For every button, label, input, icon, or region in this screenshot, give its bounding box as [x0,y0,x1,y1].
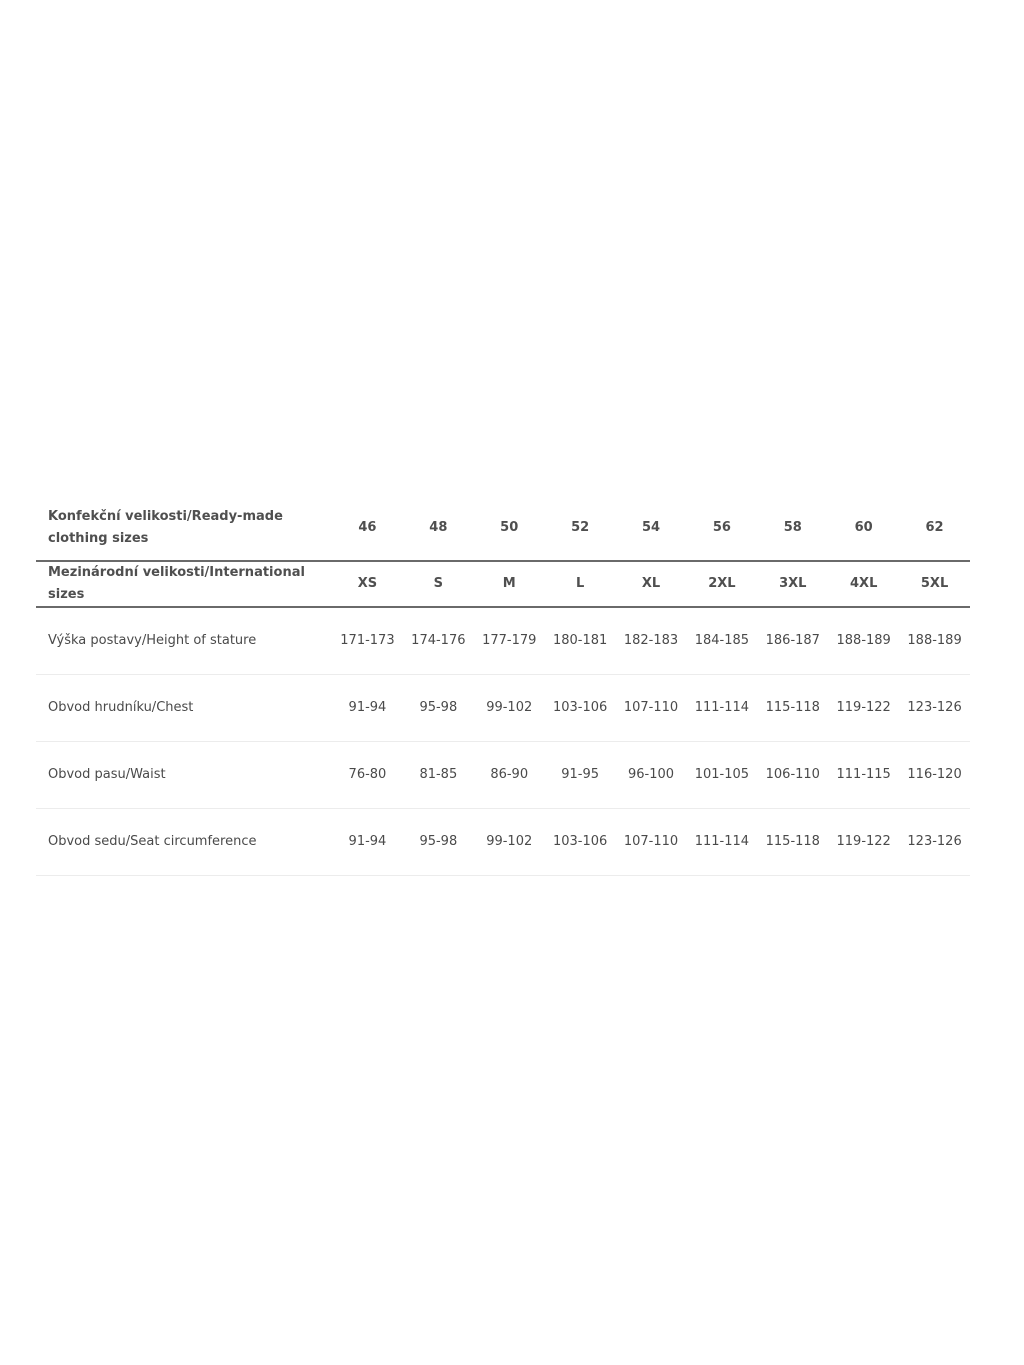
table-cell: 184-185 [686,607,757,675]
table-cell: 4XL [828,561,899,607]
table-cell: S [403,561,474,607]
table-cell: 115-118 [757,675,828,742]
table-cell: 99-102 [474,675,545,742]
row-label: Obvod pasu/Waist [36,742,332,809]
table-cell: 111-115 [828,742,899,809]
table-cell: 123-126 [899,675,970,742]
table-cell: 58 [757,496,828,561]
table-cell: 107-110 [616,809,687,876]
size-chart-table [36,496,970,876]
table-cell: 91-95 [545,742,616,809]
table-cell: 111-114 [686,809,757,876]
row-label: Mezinárodní velikosti/International sizes [36,561,332,607]
table-cell: 3XL [757,561,828,607]
table-cell: 171-173 [332,607,403,675]
table-cell: 52 [545,496,616,561]
table-cell: 174-176 [403,607,474,675]
table-cell: 81-85 [403,742,474,809]
table-cell: 60 [828,496,899,561]
table-cell: 115-118 [757,809,828,876]
table-cell: 91-94 [332,809,403,876]
table-cell: 86-90 [474,742,545,809]
table-cell: 116-120 [899,742,970,809]
table-cell: 76-80 [332,742,403,809]
table-cell: 5XL [899,561,970,607]
international-size-header-row [36,561,970,607]
table-cell: 56 [686,496,757,561]
table-cell: 50 [474,496,545,561]
table-cell: 99-102 [474,809,545,876]
table-cell: 107-110 [616,675,687,742]
table-cell: 95-98 [403,675,474,742]
table-cell: 119-122 [828,675,899,742]
table-cell: 48 [403,496,474,561]
table-cell: 54 [616,496,687,561]
table-cell: 180-181 [545,607,616,675]
table-row [36,742,970,809]
table-cell: M [474,561,545,607]
row-label: Obvod sedu/Seat circumference [36,809,332,876]
table-cell: 101-105 [686,742,757,809]
table-cell: 106-110 [757,742,828,809]
table-cell: 103-106 [545,675,616,742]
clothing-size-header-row [36,496,970,561]
table-cell: 188-189 [899,607,970,675]
table-cell: XL [616,561,687,607]
table-cell: L [545,561,616,607]
table-cell: 46 [332,496,403,561]
table-cell: 177-179 [474,607,545,675]
table-row [36,675,970,742]
table-cell: 182-183 [616,607,687,675]
table-cell: 62 [899,496,970,561]
table-row [36,809,970,876]
table-cell: 91-94 [332,675,403,742]
row-label: Výška postavy/Height of stature [36,607,332,675]
table-cell: XS [332,561,403,607]
table-cell: 186-187 [757,607,828,675]
table-cell: 2XL [686,561,757,607]
table-row [36,607,970,675]
row-label: Konfekční velikosti/Ready-made clothing sizes [36,496,332,561]
table-cell: 95-98 [403,809,474,876]
table-cell: 119-122 [828,809,899,876]
table-cell: 111-114 [686,675,757,742]
table-cell: 188-189 [828,607,899,675]
table-cell: 96-100 [616,742,687,809]
table-cell: 123-126 [899,809,970,876]
row-label: Obvod hrudníku/Chest [36,675,332,742]
table-cell: 103-106 [545,809,616,876]
